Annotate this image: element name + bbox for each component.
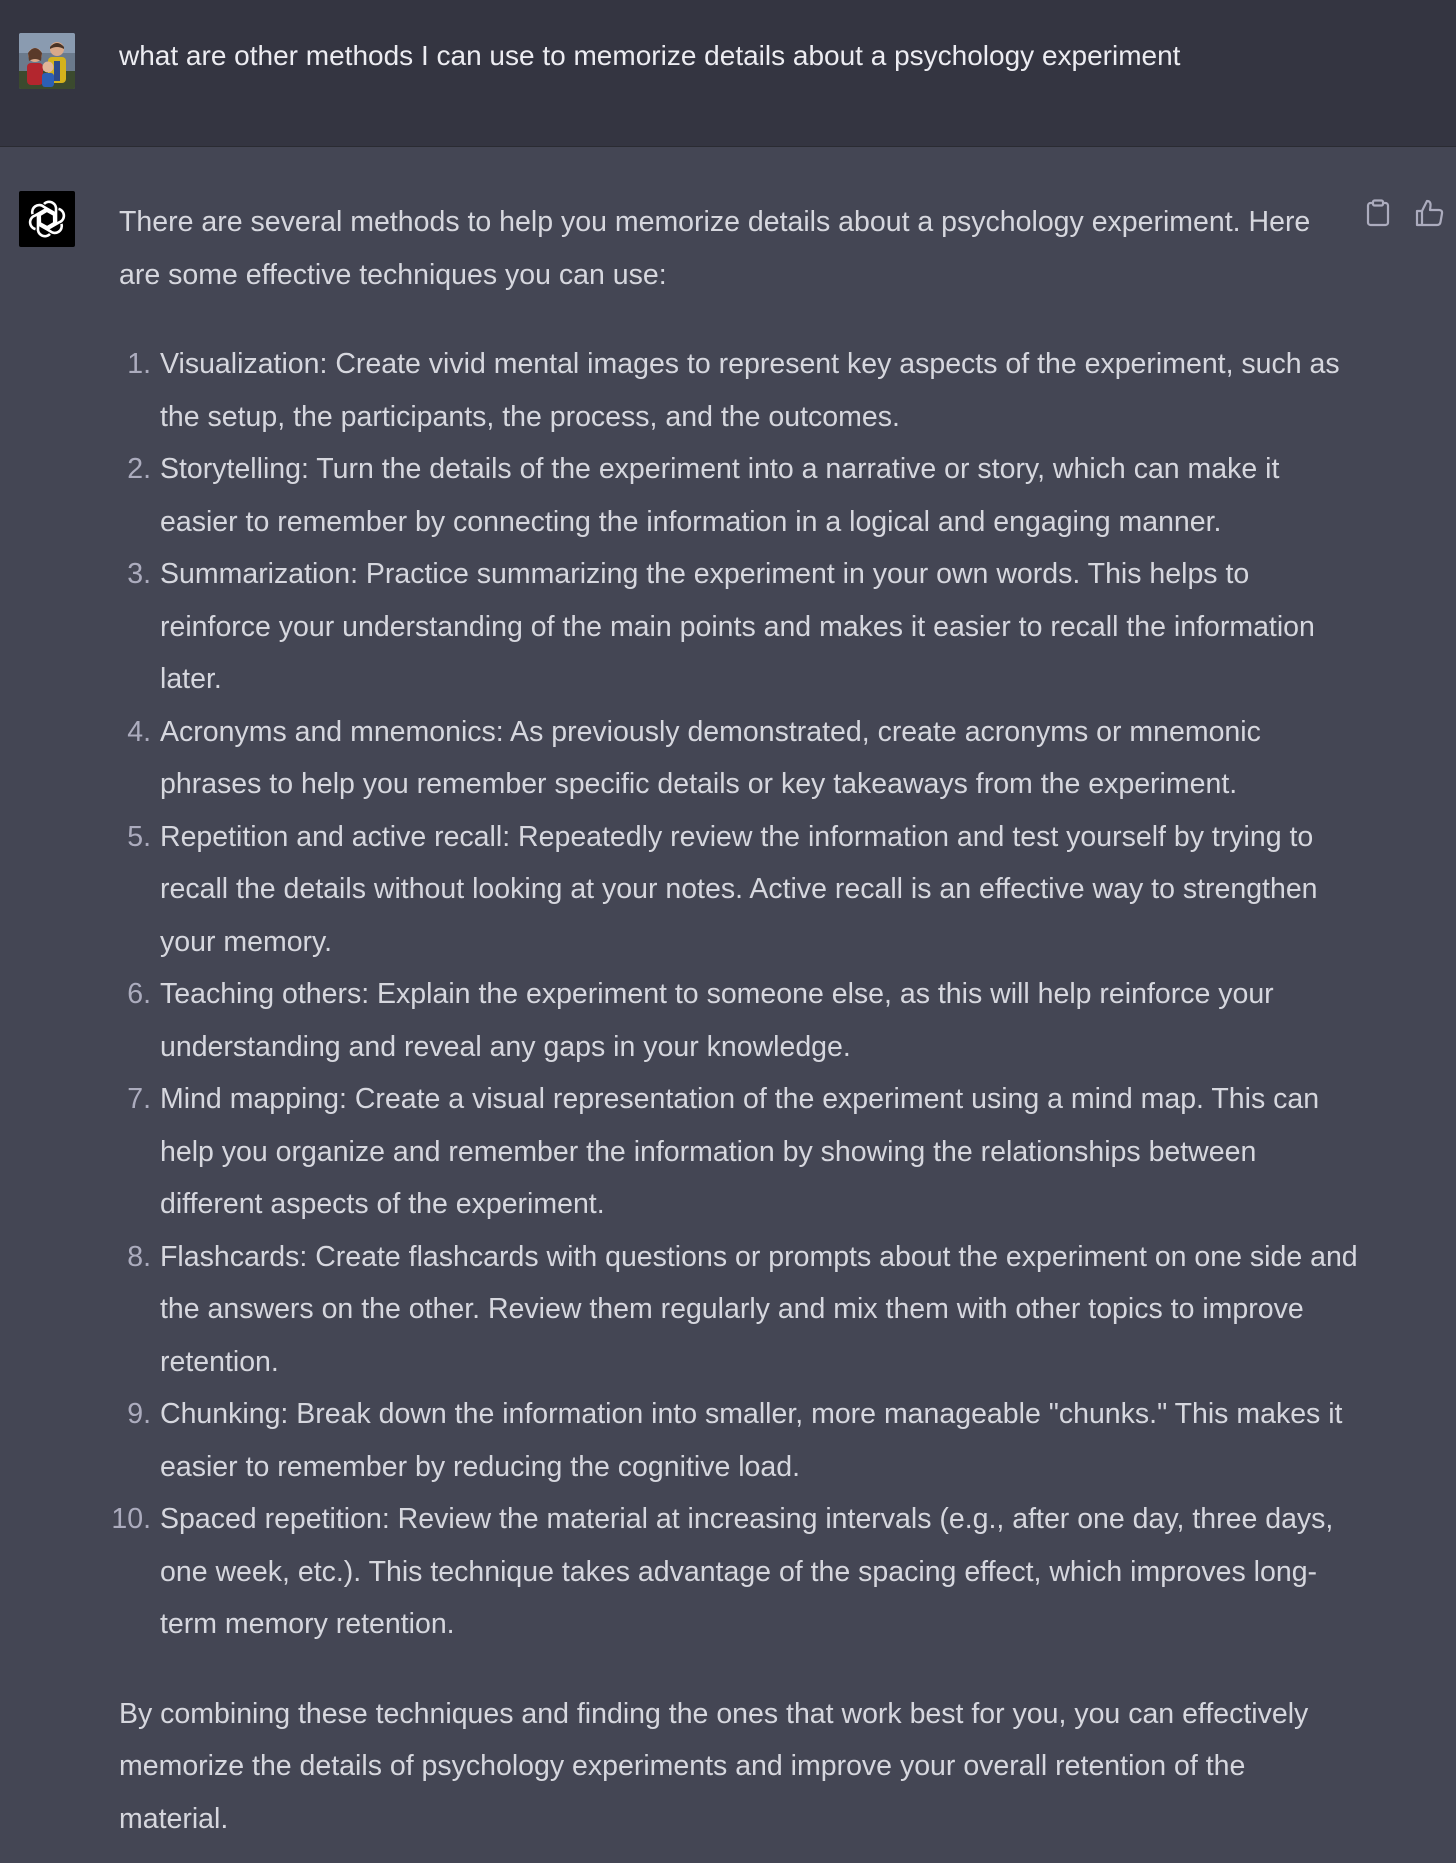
list-item bbox=[119, 1231, 1359, 1389]
list-item-text: Spaced repetition: Review the material at increasing intervals (e.g., after one day, three days, one week, etc.). This technique takes advantage of the spacing effect, which improves long-term memory retention. bbox=[160, 1503, 1334, 1640]
list-number: 9. bbox=[127, 1398, 151, 1430]
list-number: 4. bbox=[127, 715, 151, 748]
methods-list bbox=[111, 338, 1359, 1651]
list-number: 6. bbox=[127, 978, 151, 1010]
copy-button[interactable] bbox=[1362, 197, 1394, 229]
list-number: 10. bbox=[111, 1503, 151, 1535]
list-item bbox=[119, 548, 1359, 706]
list-item bbox=[119, 443, 1359, 548]
list-item bbox=[119, 1073, 1359, 1231]
list-number: 8. bbox=[127, 1240, 151, 1273]
list-item bbox=[119, 811, 1359, 969]
list-number: 3. bbox=[127, 558, 151, 590]
list-item bbox=[119, 338, 1359, 443]
list-item bbox=[119, 1388, 1359, 1493]
list-item bbox=[119, 706, 1359, 811]
message-actions bbox=[1362, 197, 1446, 229]
list-item-text: Storytelling: Turn the details of the experiment into a narrative or story, which can make it easier to remember by connecting the information in a logical and engaging manner. bbox=[160, 453, 1280, 538]
list-item-text: Acronyms and mnemonics: As previously demonstrated, create acronyms or mnemonic phrases to help you remember specific details or key takeaways from the experiment. bbox=[160, 715, 1261, 800]
list-number: 5. bbox=[127, 820, 151, 853]
list-number: 2. bbox=[127, 453, 151, 485]
list-item bbox=[111, 1493, 1359, 1651]
list-item-text: Chunking: Break down the information into smaller, more manageable "chunks." This makes it easier to remember by reducing the cognitive load. bbox=[160, 1398, 1343, 1483]
user-avatar-photo-icon bbox=[19, 33, 75, 89]
list-item-text: Mind mapping: Create a visual representation of the experiment using a mind map. This can help you organize and remember the information by showing the relationships between different aspects of the experiment. bbox=[160, 1083, 1320, 1220]
chatgpt-avatar bbox=[19, 191, 75, 247]
assistant-message-row bbox=[0, 147, 1456, 1863]
assistant-message-content bbox=[111, 196, 1359, 1845]
list-item-text: Summarization: Practice summarizing the experiment in your own words. This helps to reinforce your understanding of the main points and makes it easier to recall the information later. bbox=[160, 558, 1315, 695]
user-avatar bbox=[19, 33, 75, 89]
user-message-row bbox=[0, 0, 1456, 147]
thumbs-up-button[interactable] bbox=[1414, 197, 1446, 229]
user-message-text: what are other methods I can use to memorize details about a psychology experiment bbox=[119, 40, 1181, 71]
list-item-text: Repetition and active recall: Repeatedly review the information and test yourself by trying to recall the details without looking at your notes. Active recall is an effective way to strengthen your memory. bbox=[160, 820, 1318, 958]
thumbs-up-icon bbox=[1415, 199, 1445, 227]
list-item-text: Teaching others: Explain the experiment to someone else, as this will help reinforce your understanding and reveal any gaps in your knowledge. bbox=[160, 978, 1274, 1063]
assistant-outro: By combining these techniques and finding the ones that work best for you, you can effectively memorize the details of psychology experiments and improve your overall retention of the material. bbox=[119, 1697, 1309, 1835]
list-number: 7. bbox=[127, 1083, 151, 1115]
openai-logo-icon bbox=[27, 199, 67, 239]
clipboard-icon bbox=[1365, 199, 1391, 227]
list-item-text: Visualization: Create vivid mental images to represent key aspects of the experiment, such as the setup, the participants, the process, and the outcomes. bbox=[160, 348, 1340, 433]
list-number: 1. bbox=[127, 348, 151, 380]
list-item bbox=[119, 968, 1359, 1073]
list-item-text: Flashcards: Create flashcards with questions or prompts about the experiment on one side and the answers on the other. Review them regularly and mix them with other topics to improve retention. bbox=[160, 1240, 1358, 1378]
assistant-intro: There are several methods to help you memorize details about a psychology experiment. Here are some effective techniques you can use: bbox=[119, 206, 1311, 291]
